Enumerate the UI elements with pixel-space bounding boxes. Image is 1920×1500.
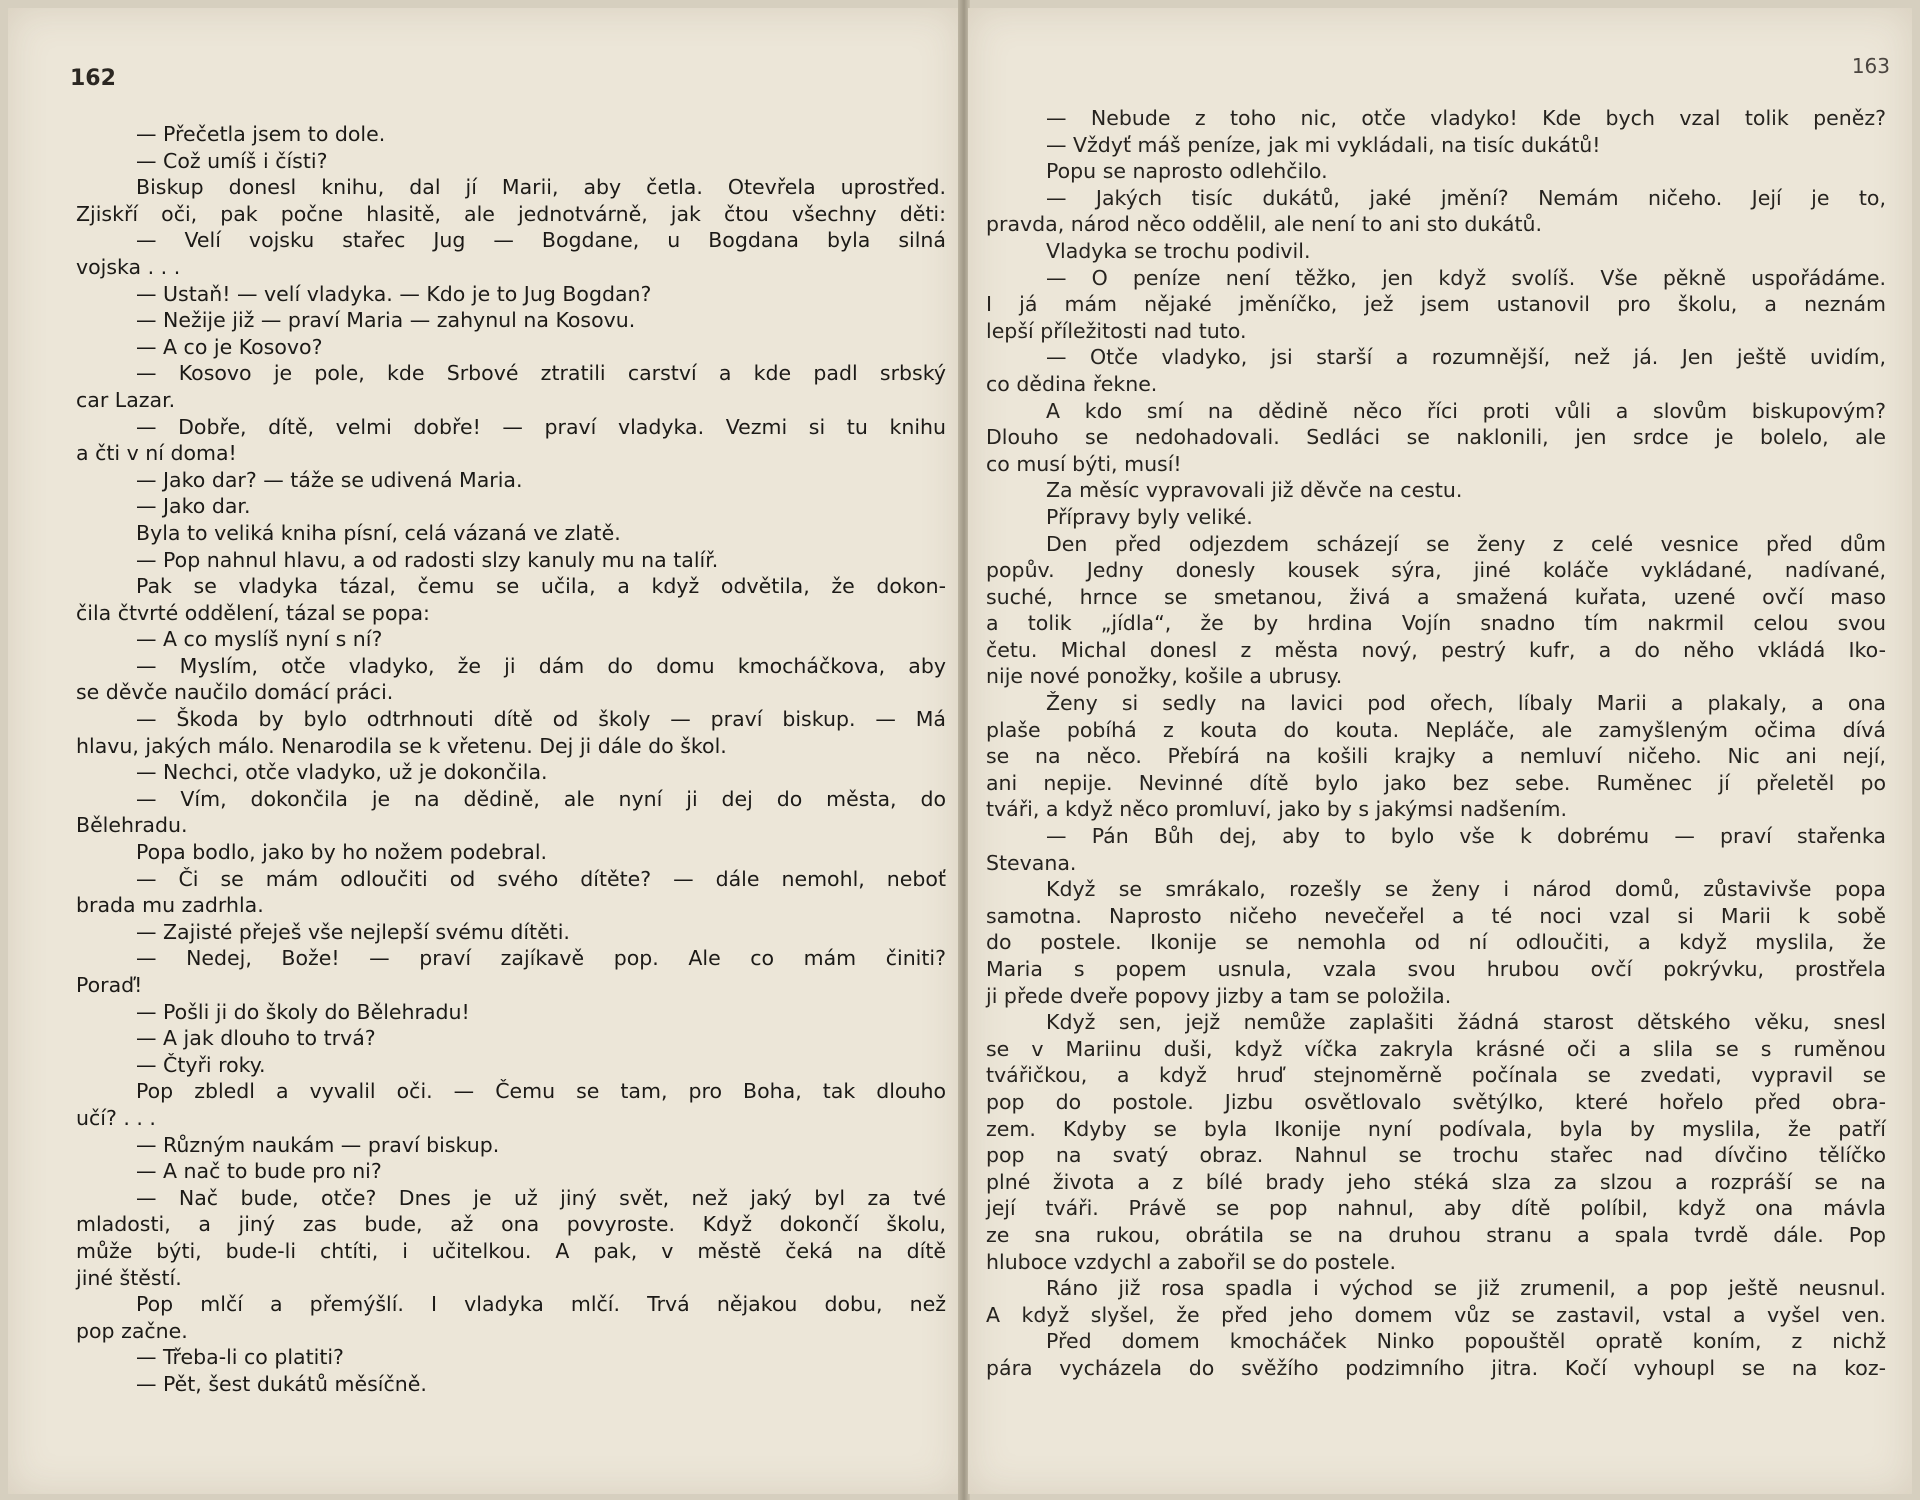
text-line: její tváři. Právě se pop nahnul, aby dítě políbil, když ona mávla <box>986 1196 1886 1221</box>
text-line: Maria s popem usnula, vzala svou hrubou ovčí pokrývku, prostřela <box>986 957 1886 981</box>
text-line: tvářičkou, a když hruď stejnoměrně počínala se zvedati, vypravil se <box>986 1063 1886 1088</box>
text-line: pop do postole. Jizbu osvětlovalo světýlko, které hořelo před obra- <box>986 1089 1886 1114</box>
text-line: co dědina řekne. <box>986 371 1158 396</box>
text-line: samotna. Naprosto ničeho nevečeřel a té noci vzal si Marii k sobě <box>986 903 1886 928</box>
text-line: — Pán Bůh dej, aby to bylo vše k dobrému — praví stařenka <box>1046 824 1886 849</box>
text-line: pop na svatý obraz. Nahnul se trochu stařec nad dívčino tělíčko <box>986 1143 1886 1168</box>
text-line: Dlouho se nedohadovali. Sedláci se naklonili, jen srdce je bolelo, ale <box>986 425 1886 450</box>
text-line: — Jako dar? — táže se udivená Maria. <box>136 467 523 492</box>
page-text <box>986 105 1886 1382</box>
right-page <box>968 8 1912 1494</box>
text-line: nije nové ponožky, košile a ubrusy. <box>986 664 1343 689</box>
text-line: — A jak dlouho to trvá? <box>136 1026 376 1051</box>
text-line: a tolik „jídla“, že by hrdina Vojín snadno tím nakrmil celou svou <box>986 611 1886 636</box>
text-line: lepší příležitosti nad tuto. <box>986 318 1247 343</box>
text-line: pop začne. <box>76 1318 188 1343</box>
text-line: může býti, bude-li chtíti, i učitelkou. A pak, v městě čeká na dítě <box>76 1238 946 1263</box>
page-number: 162 <box>70 66 116 91</box>
text-line: Bělehradu. <box>76 813 188 838</box>
text-line: plaše pobíhá z kouta do kouta. Nepláče, ale zamyšleným očima dívá <box>986 717 1886 742</box>
text-line: — Nač bude, otče? Dnes je už jiný svět, než jaký byl za tvé <box>136 1185 946 1210</box>
text-line: učí? . . . <box>76 1105 156 1130</box>
text-line: a čti v ní doma! <box>76 441 237 466</box>
text-line: — Pět, šest dukátů měsíčně. <box>136 1371 427 1396</box>
page-text <box>76 121 946 1398</box>
text-line: Před domem kmocháček Ninko popouštěl opratě koním, z nichž <box>1046 1329 1886 1354</box>
text-line: brada mu zadrhla. <box>76 893 264 918</box>
text-line: — Pošli ji do školy do Bělehradu! <box>136 999 470 1024</box>
text-line: Popa bodlo, jako by ho nožem podebral. <box>136 840 548 865</box>
text-line: — Kosovo je pole, kde Srbové ztratili carství a kde padl srbský <box>136 361 946 386</box>
text-line: — A nač to bude pro ni? <box>136 1159 382 1184</box>
text-line: ji přede dveře popovy jizby a tam se položila. <box>986 983 1452 1008</box>
text-line: se na něco. Přebírá na košili krajky a nemluví ničeho. Nic ani nejí, <box>986 744 1886 769</box>
text-line: Ráno již rosa spadla i východ se již zrumenil, a pop ještě neusnul. <box>1046 1276 1886 1301</box>
text-line: — Čtyři roky. <box>136 1052 266 1077</box>
text-line: co musí býti, musí! <box>986 451 1182 476</box>
text-line: čila čtvrté oddělení, tázal se popa: <box>76 600 430 625</box>
text-line: jiné štěstí. <box>76 1265 182 1290</box>
text-line: — Nechci, otče vladyko, už je dokončila. <box>136 760 548 785</box>
text-line: — Třeba-li co platiti? <box>136 1345 344 1370</box>
text-line: A když slyšel, že před jeho domem vůz se zastavil, vstal a vyšel ven. <box>986 1302 1886 1327</box>
text-line: Den před odjezdem scházejí se ženy z celé vesnice před dům <box>1046 531 1886 556</box>
text-line: — Škoda by bylo odtrhnouti dítě od školy — praví biskup. — Má <box>136 707 946 732</box>
text-line: popův. Jedny donesly kousek sýra, jiné koláče vykládané, nadívané, <box>986 558 1886 583</box>
text-line: — Velí vojsku stařec Jug — Bogdane, u Bogdana byla silná <box>136 228 946 253</box>
text-line: Pop mlčí a přemýšlí. I vladyka mlčí. Trvá nějakou dobu, než <box>136 1292 946 1317</box>
text-line: Když se smrákalo, rozešly se ženy i národ domů, zůstavivše popa <box>1046 877 1886 902</box>
text-line: — Vím, dokončila je na dědině, ale nyní ji dej do města, do <box>136 786 946 811</box>
text-line: — Různým naukám — praví biskup. <box>136 1132 500 1157</box>
text-line: — Nebude z toho nic, otče vladyko! Kde bych vzal tolik peněz? <box>1046 106 1886 130</box>
text-line: — Což umíš i čísti? <box>136 148 328 173</box>
text-line: se v Mariinu duši, když víčka zakryla krásné oči a slila se s ruměnou <box>986 1036 1886 1061</box>
text-line: — Jako dar. <box>136 494 251 519</box>
text-line: — O peníze není těžko, jen když svolíš. Vše pěkně uspořádáme. <box>1046 265 1886 290</box>
text-line: Ženy si sedly na lavici pod ořech, líbaly Marii a plakaly, a ona <box>1046 691 1886 716</box>
text-line: — Pop nahnul hlavu, a od radosti slzy kanuly mu na talíř. <box>136 547 719 572</box>
text-line: Za měsíc vypravovali již děvče na cestu. <box>1046 478 1463 503</box>
text-line: — Nežije již — praví Maria — zahynul na Kosovu. <box>136 308 636 333</box>
text-line: tváři, a když něco promluví, jako by s jakýmsi nadšením. <box>986 797 1567 822</box>
text-line: se děvče naučilo domácí práci. <box>76 680 394 705</box>
text-line: Biskup donesl knihu, dal jí Marii, aby četla. Otevřela uprostřed. <box>136 175 946 200</box>
text-line: — Ustaň! — velí vladyka. — Kdo je to Jug Bogdan? <box>136 281 652 306</box>
text-line: Když sen, jejž nemůže zaplašiti žádná starost dětského věku, snesl <box>1046 1010 1886 1035</box>
left-page <box>8 8 960 1494</box>
text-line: — Jakých tisíc dukátů, jaké jmění? Nemám ničeho. Její je to, <box>1046 185 1886 210</box>
text-line: hluboce vzdychl a zabořil se do postele. <box>986 1249 1397 1274</box>
text-line: Pop zbledl a vyvalil oči. — Čemu se tam, pro Boha, tak dlouho <box>136 1079 946 1104</box>
text-line: hlavu, jakých málo. Nenarodila se k vřetenu. Dej ji dále do škol. <box>76 733 727 758</box>
text-line: — Nedej, Bože! — praví zajíkavě pop. Ale co mám činiti? <box>136 946 946 971</box>
text-line: vojska . . . <box>76 254 181 279</box>
text-line: Přípravy byly veliké. <box>1046 504 1253 529</box>
text-line: — Myslím, otče vladyko, že ji dám do domu kmocháčkova, aby <box>136 653 946 678</box>
text-line: I já mám nějaké jměníčko, jež jsem ustanovil pro školu, a neznám <box>986 292 1886 317</box>
text-line: — Otče vladyko, jsi starší a rozumnější, než já. Jen ještě uvidím, <box>1046 345 1886 370</box>
text-line: Pak se vladyka tázal, čemu se učila, a když odvětila, že dokon- <box>136 574 946 599</box>
text-line: — Dobře, dítě, velmi dobře! — praví vladyka. Vezmi si tu knihu <box>136 414 946 439</box>
text-line: Zjiskří oči, pak počne hlasitě, ale jednotvárně, jak čtou všechny děti: <box>76 201 946 226</box>
text-line: mladosti, a jiný zas bude, až ona povyroste. Když dokončí školu, <box>76 1212 946 1237</box>
text-line: — A co myslíš nyní s ní? <box>136 627 383 652</box>
text-line: pravda, národ něco oddělil, ale není to ani sto dukátů. <box>986 212 1543 237</box>
text-line: — A co je Kosovo? <box>136 334 323 359</box>
text-line: — Zajisté přeješ vše nejlepší svému dítěti. <box>136 919 570 944</box>
text-line: Stevana. <box>986 850 1077 875</box>
text-line: — Vždyť máš peníze, jak mi vykládali, na tisíc dukátů! <box>1046 132 1601 157</box>
text-line: Popu se naprosto odlehčilo. <box>1046 159 1328 184</box>
text-line: car Lazar. <box>76 387 176 412</box>
text-line: četu. Michal donesl z města nový, pestrý kufr, a do něho vkládá Iko- <box>986 637 1886 662</box>
text-line: pára vycházela do svěžího podzimního jitra. Kočí vyhoupl se na koz- <box>986 1355 1886 1380</box>
text-line: plné života a z bílé brady jeho stéká slza za slzou a rozpráší se na <box>986 1169 1886 1194</box>
text-line: — Či se mám odloučiti od svého dítěte? — dále nemohl, neboť <box>136 866 946 891</box>
text-line: Poraď! <box>76 973 143 997</box>
text-line: zem. Kdyby se byla Ikonije nyní podívala, byla by myslila, že patří <box>986 1116 1886 1141</box>
text-line: — Přečetla jsem to dole. <box>136 122 386 146</box>
text-line: Vladyka se trochu podivil. <box>1046 238 1311 263</box>
text-line: Byla to veliká kniha písní, celá vázaná ve zlatě. <box>136 520 621 545</box>
text-line: suché, hrnce se smetanou, živá a smažená kuřata, uzené ovčí maso <box>986 584 1886 609</box>
text-line: ze sna rukou, obrátila se na druhou stranu a spala tvrdě dále. Pop <box>986 1222 1886 1247</box>
text-line: A kdo smí na dědině něco říci proti vůli a slovům biskupovým? <box>1046 398 1886 423</box>
page-number: 163 <box>1851 54 1890 78</box>
text-line: ani nepije. Nevinné dítě bylo jako bez sebe. Ruměnec jí přeletěl po <box>986 770 1886 795</box>
text-line: do postele. Ikonije se nemohla od ní odloučiti, a když myslila, že <box>986 930 1886 955</box>
